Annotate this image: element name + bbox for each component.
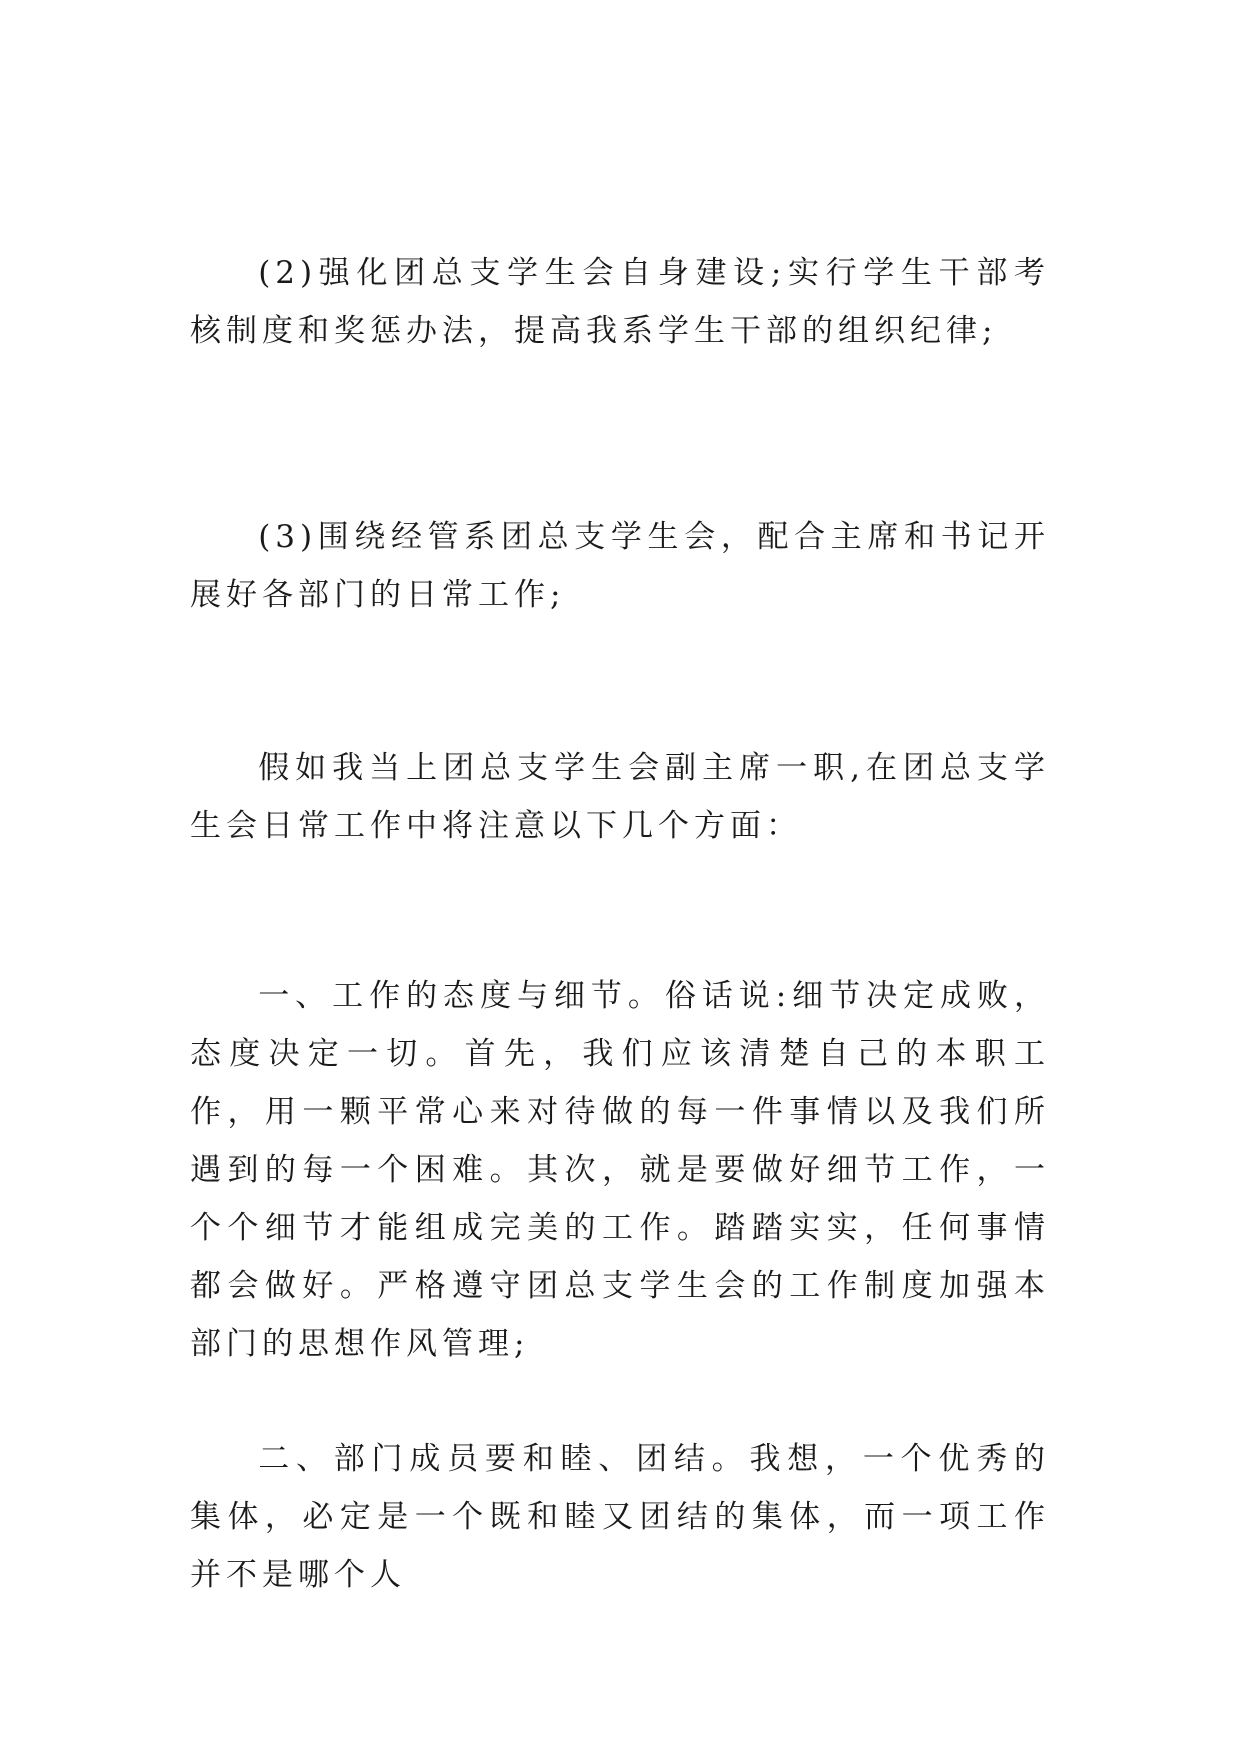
paragraph-intro: 假如我当上团总支学生会副主席一职,在团总支学生会日常工作中将注意以下几个方面：: [190, 750, 1050, 844]
paragraph-item-2: (2)强化团总支学生会自身建设;实行学生干部考核制度和奖惩办法，提高我系学生干部的组织纪律;: [190, 255, 1050, 349]
paragraph-item-3: (3)围绕经管系团总支学生会，配合主席和书记开展好各部门的日常工作;: [190, 519, 1050, 613]
paragraph-section-2: 二、部门成员要和睦、团结。我想，一个优秀的集体，必定是一个既和睦又团结的集体，而一项工作并不是哪个人: [190, 1441, 1050, 1593]
paragraph-section-1: 一、工作的态度与细节。俗话说:细节决定成败，态度决定一切。首先，我们应该清楚自己的本职工作，用一颗平常心来对待做的每一件事情以及我们所遇到的每一个困难。其次，就是要做好细节工作，一个个细节才能组成完美的工作。踏踏实实，任何事情都会做好。严格遵守团总支学生会的工作制度加强本部门的思想作风管理;: [190, 978, 1050, 1362]
